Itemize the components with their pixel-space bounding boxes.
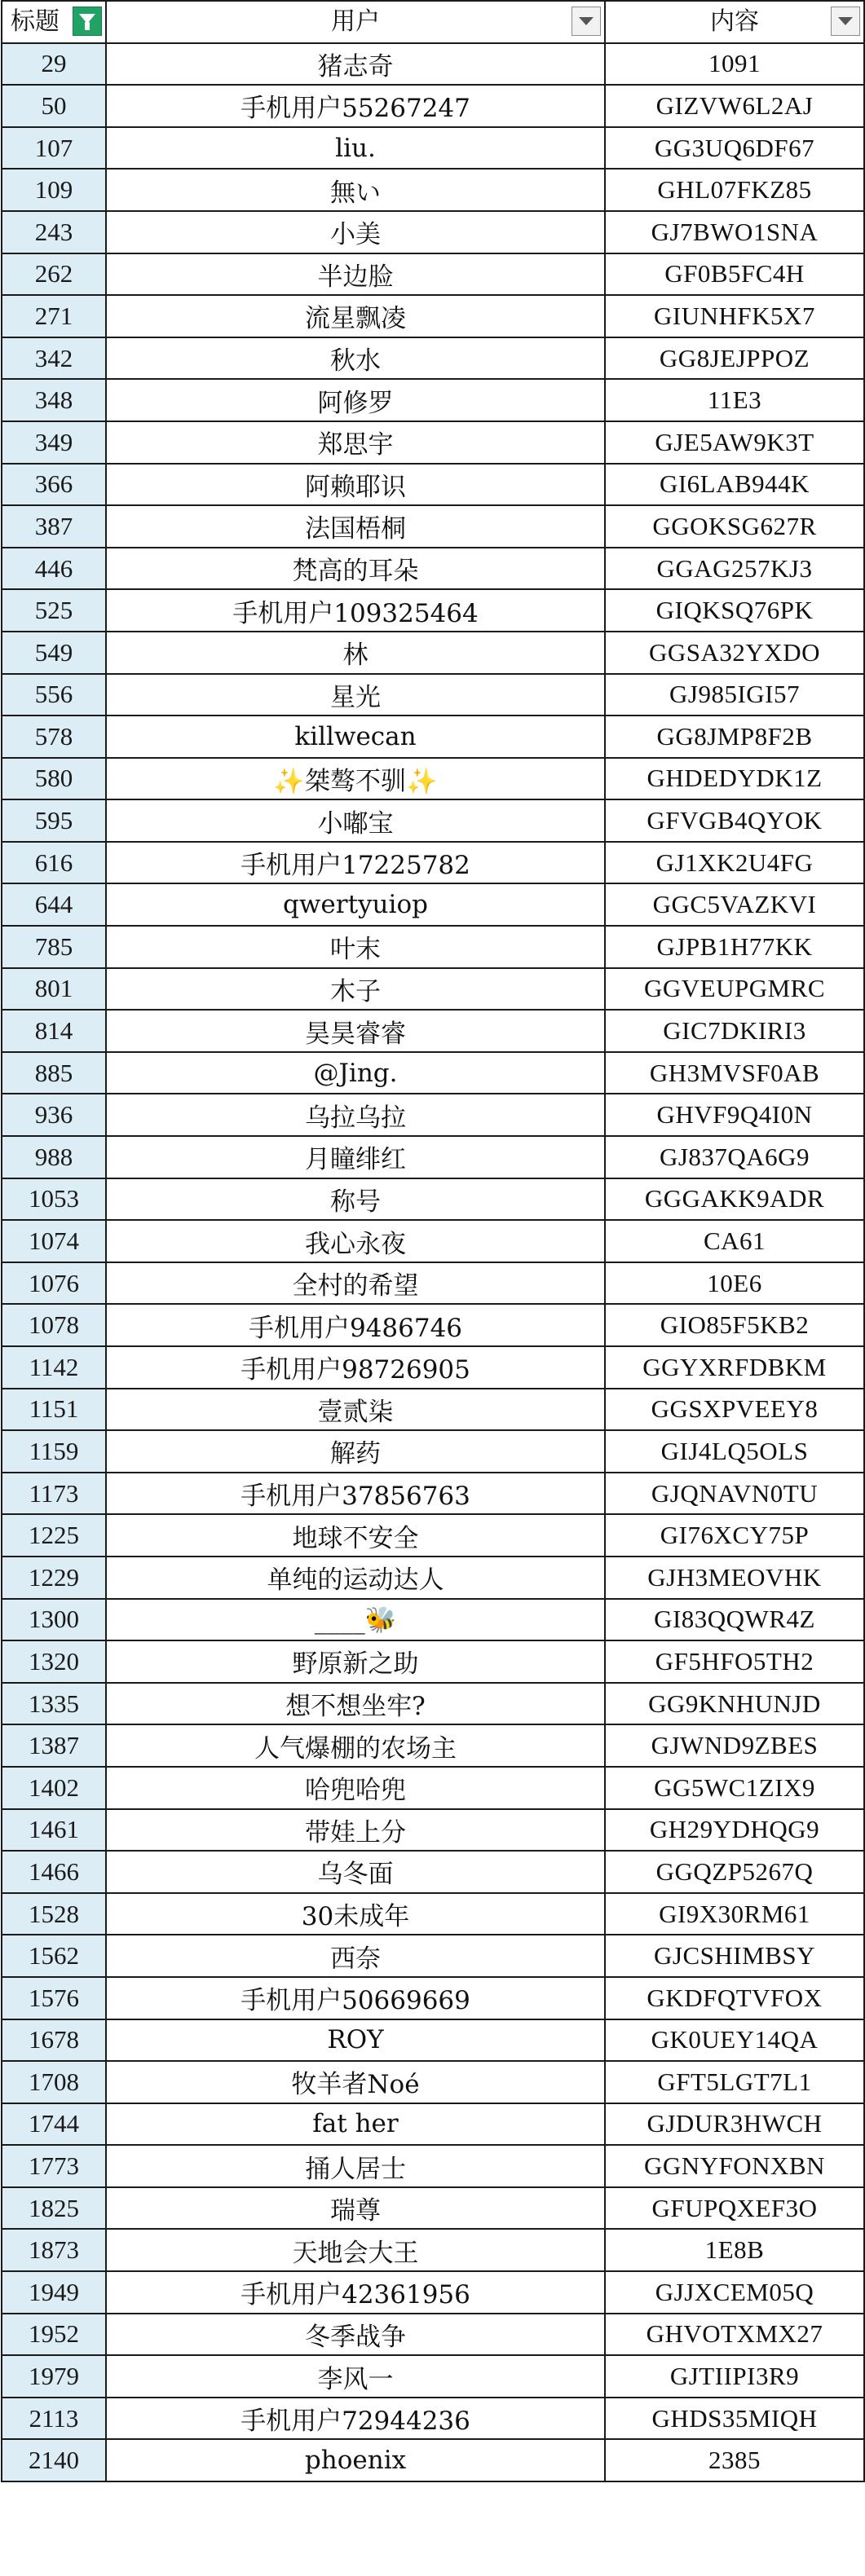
cell-content[interactable]: GF0B5FC4H: [605, 253, 864, 296]
cell-content[interactable]: GHDEDYDK1Z: [605, 758, 864, 800]
cell-id[interactable]: 1949: [2, 2271, 106, 2314]
cell-id[interactable]: 814: [2, 1010, 106, 1052]
cell-user[interactable]: 小美: [106, 211, 605, 253]
table-row: [2, 2103, 864, 2146]
table-row: [2, 2355, 864, 2398]
cell-user[interactable]: 林: [106, 632, 605, 674]
cell-user[interactable]: 小嘟宝: [106, 799, 605, 842]
cell-id[interactable]: 1078: [2, 1304, 106, 1346]
table-row: [2, 1304, 864, 1346]
cell-id[interactable]: 262: [2, 253, 106, 296]
cell-user[interactable]: ✨桀骜不驯✨: [106, 758, 605, 800]
cell-id[interactable]: 785: [2, 926, 106, 968]
cell-content[interactable]: 1E8B: [605, 2229, 864, 2271]
cell-content[interactable]: GG8JMP8F2B: [605, 716, 864, 758]
dropdown-arrow-icon[interactable]: [831, 7, 860, 36]
table-row: [2, 842, 864, 884]
column-header-id-label: 标题: [11, 7, 60, 36]
table-row: [2, 1262, 864, 1305]
cell-id[interactable]: 1053: [2, 1178, 106, 1221]
cell-id[interactable]: 525: [2, 589, 106, 632]
cell-content[interactable]: GI83QQWR4Z: [605, 1599, 864, 1641]
cell-id[interactable]: 243: [2, 211, 106, 253]
table-row: [2, 211, 864, 253]
cell-content[interactable]: GKDFQTVFOX: [605, 1977, 864, 2019]
cell-user[interactable]: 木子: [106, 968, 605, 1011]
cell-content[interactable]: GIJ4LQ5OLS: [605, 1430, 864, 1473]
cell-content[interactable]: GH3MVSF0AB: [605, 1052, 864, 1094]
cell-id[interactable]: 366: [2, 464, 106, 506]
cell-id[interactable]: 1708: [2, 2061, 106, 2103]
cell-content[interactable]: GJE5AW9K3T: [605, 421, 864, 464]
column-header-id[interactable]: [2, 1, 106, 43]
cell-id[interactable]: 885: [2, 1052, 106, 1094]
cell-content[interactable]: GGYXRFDBKM: [605, 1346, 864, 1389]
cell-id[interactable]: 387: [2, 505, 106, 548]
cell-content[interactable]: GG5WC1ZIX9: [605, 1767, 864, 1809]
table-row: [2, 1557, 864, 1599]
cell-id[interactable]: 936: [2, 1094, 106, 1136]
cell-content[interactable]: GJTIIPI3R9: [605, 2355, 864, 2398]
cell-content[interactable]: 2385: [605, 2439, 864, 2481]
cell-user[interactable]: 乌冬面: [106, 1851, 605, 1893]
cell-user[interactable]: 乌拉乌拉: [106, 1094, 605, 1136]
cell-id[interactable]: 29: [2, 43, 106, 86]
column-header-content-label: 内容: [710, 7, 759, 36]
cell-id[interactable]: 1979: [2, 2355, 106, 2398]
table-row: [2, 1724, 864, 1767]
cell-user[interactable]: qwertyuiop: [106, 883, 605, 926]
cell-user[interactable]: 人气爆棚的农场主: [106, 1724, 605, 1767]
cell-user[interactable]: 法国梧桐: [106, 505, 605, 548]
cell-content[interactable]: GJCSHIMBSY: [605, 1935, 864, 1977]
cell-content[interactable]: GFUPQXEF3O: [605, 2187, 864, 2230]
cell-user[interactable]: 手机用户98726905: [106, 1346, 605, 1389]
cell-content[interactable]: GI76XCY75P: [605, 1514, 864, 1557]
cell-id[interactable]: 1320: [2, 1640, 106, 1683]
cell-id[interactable]: 50: [2, 85, 106, 127]
table-row: [2, 505, 864, 548]
cell-user[interactable]: 地球不安全: [106, 1514, 605, 1557]
table-row: [2, 799, 864, 842]
table-row: [2, 589, 864, 632]
cell-user[interactable]: 流星飘凌: [106, 295, 605, 337]
cell-user[interactable]: 西奈: [106, 1935, 605, 1977]
cell-user[interactable]: 阿修罗: [106, 379, 605, 421]
cell-id[interactable]: 556: [2, 674, 106, 716]
table-row: [2, 464, 864, 506]
cell-user[interactable]: 单纯的运动达人: [106, 1557, 605, 1599]
cell-user[interactable]: 全村的希望: [106, 1262, 605, 1305]
cell-content[interactable]: GI9X30RM61: [605, 1893, 864, 1935]
cell-content[interactable]: GJWND9ZBES: [605, 1724, 864, 1767]
cell-id[interactable]: 1562: [2, 1935, 106, 1977]
table-row: [2, 169, 864, 211]
cell-user[interactable]: 無い: [106, 169, 605, 211]
column-header-content[interactable]: [605, 1, 864, 43]
cell-id[interactable]: 1151: [2, 1389, 106, 1431]
table-row: [2, 2271, 864, 2314]
table-row: [2, 1094, 864, 1136]
table-row: [2, 2187, 864, 2230]
table-row: [2, 1935, 864, 1977]
cell-user[interactable]: 手机用户109325464: [106, 589, 605, 632]
cell-user[interactable]: 李风一: [106, 2355, 605, 2398]
table-row: [2, 926, 864, 968]
cell-user[interactable]: 手机用户17225782: [106, 842, 605, 884]
cell-id[interactable]: 1678: [2, 2019, 106, 2062]
cell-id[interactable]: 1466: [2, 1851, 106, 1893]
cell-content[interactable]: GK0UEY14QA: [605, 2019, 864, 2062]
cell-user[interactable]: 阿赖耶识: [106, 464, 605, 506]
table-row: [2, 1178, 864, 1221]
cell-content[interactable]: GJQNAVN0TU: [605, 1473, 864, 1515]
cell-id[interactable]: 1074: [2, 1220, 106, 1262]
cell-content[interactable]: GJPB1H77KK: [605, 926, 864, 968]
cell-id[interactable]: 988: [2, 1136, 106, 1178]
cell-id[interactable]: 1461: [2, 1809, 106, 1852]
filter-active-icon[interactable]: [73, 7, 102, 36]
column-header-user[interactable]: [106, 1, 605, 43]
table-row: [2, 1893, 864, 1935]
cell-content[interactable]: GIQKSQ76PK: [605, 589, 864, 632]
table-row: [2, 85, 864, 127]
cell-user[interactable]: 秋水: [106, 337, 605, 380]
cell-content[interactable]: GGVEUPGMRC: [605, 968, 864, 1011]
cell-id[interactable]: 1173: [2, 1473, 106, 1515]
cell-content[interactable]: GGOKSG627R: [605, 505, 864, 548]
cell-user[interactable]: 我心永夜: [106, 1220, 605, 1262]
cell-user[interactable]: 叶末: [106, 926, 605, 968]
cell-content[interactable]: GHVOTXMX27: [605, 2314, 864, 2356]
cell-id[interactable]: 1773: [2, 2145, 106, 2187]
table-row: [2, 379, 864, 421]
cell-id[interactable]: 1952: [2, 2314, 106, 2356]
table-row: [2, 1514, 864, 1557]
cell-id[interactable]: 1873: [2, 2229, 106, 2271]
table-row: [2, 2439, 864, 2481]
table-row: [2, 2061, 864, 2103]
cell-user[interactable]: liu.: [106, 127, 605, 170]
cell-user[interactable]: 猪志奇: [106, 43, 605, 86]
cell-content[interactable]: GHL07FKZ85: [605, 169, 864, 211]
cell-user[interactable]: ____🐝: [106, 1599, 605, 1641]
cell-user[interactable]: 月瞳绯红: [106, 1136, 605, 1178]
cell-user[interactable]: 瑞尊: [106, 2187, 605, 2230]
cell-user[interactable]: ROY: [106, 2019, 605, 2062]
cell-user[interactable]: 30未成年: [106, 1893, 605, 1935]
cell-user[interactable]: 解药: [106, 1430, 605, 1473]
table-row: [2, 2229, 864, 2271]
cell-content[interactable]: GF5HFO5TH2: [605, 1640, 864, 1683]
table-row: [2, 1346, 864, 1389]
table-row: [2, 295, 864, 337]
cell-user[interactable]: 天地会大王: [106, 2229, 605, 2271]
cell-user[interactable]: 手机用户37856763: [106, 1473, 605, 1515]
column-header-user-label: 用户: [331, 7, 380, 36]
cell-content[interactable]: CA61: [605, 1220, 864, 1262]
cell-content[interactable]: 1091: [605, 43, 864, 86]
cell-id[interactable]: 580: [2, 758, 106, 800]
cell-id[interactable]: 271: [2, 295, 106, 337]
cell-user[interactable]: 梵高的耳朵: [106, 548, 605, 590]
cell-content[interactable]: 10E6: [605, 1262, 864, 1305]
cell-user[interactable]: 星光: [106, 674, 605, 716]
cell-content[interactable]: GHVF9Q4I0N: [605, 1094, 864, 1136]
table-row: [2, 1977, 864, 2019]
cell-content[interactable]: GI6LAB944K: [605, 464, 864, 506]
cell-content[interactable]: GIC7DKIRI3: [605, 1010, 864, 1052]
cell-id[interactable]: 348: [2, 379, 106, 421]
table-row: [2, 1767, 864, 1809]
cell-user[interactable]: 手机用户42361956: [106, 2271, 605, 2314]
table-row: [2, 1052, 864, 1094]
cell-user[interactable]: 想不想坐牢?: [106, 1683, 605, 1725]
table-row: [2, 1851, 864, 1893]
cell-id[interactable]: 1225: [2, 1514, 106, 1557]
cell-content[interactable]: GFT5LGT7L1: [605, 2061, 864, 2103]
table-row: [2, 716, 864, 758]
cell-user[interactable]: 手机用户9486746: [106, 1304, 605, 1346]
cell-content[interactable]: GJ1XK2U4FG: [605, 842, 864, 884]
cell-id[interactable]: 349: [2, 421, 106, 464]
cell-content[interactable]: 11E3: [605, 379, 864, 421]
cell-user[interactable]: 半边脸: [106, 253, 605, 296]
cell-id[interactable]: 578: [2, 716, 106, 758]
cell-user[interactable]: killwecan: [106, 716, 605, 758]
cell-content[interactable]: GIUNHFK5X7: [605, 295, 864, 337]
table-row: [2, 1473, 864, 1515]
cell-content[interactable]: GJ837QA6G9: [605, 1136, 864, 1178]
cell-user[interactable]: 郑思宇: [106, 421, 605, 464]
table-row: [2, 1220, 864, 1262]
cell-user[interactable]: @Jing.: [106, 1052, 605, 1094]
table-row: [2, 968, 864, 1011]
cell-content[interactable]: GJ7BWO1SNA: [605, 211, 864, 253]
cell-id[interactable]: 1159: [2, 1430, 106, 1473]
table-row: [2, 2145, 864, 2187]
cell-user[interactable]: 手机用户72944236: [106, 2398, 605, 2440]
cell-id[interactable]: 2113: [2, 2398, 106, 2440]
cell-content[interactable]: GG9KNHUNJD: [605, 1683, 864, 1725]
cell-id[interactable]: 342: [2, 337, 106, 380]
cell-content[interactable]: GH29YDHQG9: [605, 1809, 864, 1852]
cell-user[interactable]: 捅人居士: [106, 2145, 605, 2187]
cell-id[interactable]: 1576: [2, 1977, 106, 2019]
table-row: [2, 1683, 864, 1725]
table-row: [2, 43, 864, 86]
table-row: [2, 2398, 864, 2440]
table-row: [2, 548, 864, 590]
table-row: [2, 1430, 864, 1473]
cell-content[interactable]: GG3UQ6DF67: [605, 127, 864, 170]
cell-content[interactable]: GGNYFONXBN: [605, 2145, 864, 2187]
cell-user[interactable]: 壹贰柒: [106, 1389, 605, 1431]
cell-user[interactable]: fat her: [106, 2103, 605, 2146]
cell-id[interactable]: 446: [2, 548, 106, 590]
dropdown-arrow-icon[interactable]: [572, 7, 601, 36]
cell-content[interactable]: GGSA32YXDO: [605, 632, 864, 674]
cell-user[interactable]: 手机用户50669669: [106, 1977, 605, 2019]
table-row: [2, 674, 864, 716]
cell-id[interactable]: 1744: [2, 2103, 106, 2146]
cell-id[interactable]: 2140: [2, 2439, 106, 2481]
cell-user[interactable]: 称号: [106, 1178, 605, 1221]
cell-content[interactable]: GGGAKK9ADR: [605, 1178, 864, 1221]
cell-id[interactable]: 1142: [2, 1346, 106, 1389]
cell-id[interactable]: 1402: [2, 1767, 106, 1809]
cell-user[interactable]: 野原新之助: [106, 1640, 605, 1683]
header-row: [2, 1, 864, 43]
cell-id[interactable]: 1076: [2, 1262, 106, 1305]
table-row: [2, 1599, 864, 1641]
cell-id[interactable]: 107: [2, 127, 106, 170]
cell-id[interactable]: 109: [2, 169, 106, 211]
table-row: [2, 2019, 864, 2062]
table-row: [2, 1010, 864, 1052]
table-row: [2, 127, 864, 170]
table-row: [2, 253, 864, 296]
cell-content[interactable]: GJH3MEOVHK: [605, 1557, 864, 1599]
cell-content[interactable]: GG8JEJPPOZ: [605, 337, 864, 380]
cell-content[interactable]: GIZVW6L2AJ: [605, 85, 864, 127]
cell-user[interactable]: 哈兜哈兜: [106, 1767, 605, 1809]
table-row: [2, 632, 864, 674]
table-row: [2, 1640, 864, 1683]
cell-id[interactable]: 1825: [2, 2187, 106, 2230]
cell-content[interactable]: GJDUR3HWCH: [605, 2103, 864, 2146]
cell-user[interactable]: 手机用户55267247: [106, 85, 605, 127]
cell-id[interactable]: 1528: [2, 1893, 106, 1935]
cell-user[interactable]: phoenix: [106, 2439, 605, 2481]
cell-id[interactable]: 801: [2, 968, 106, 1011]
cell-content[interactable]: GHDS35MIQH: [605, 2398, 864, 2440]
table-row: [2, 337, 864, 380]
cell-user[interactable]: 牧羊者Noé: [106, 2061, 605, 2103]
cell-user[interactable]: 带娃上分: [106, 1809, 605, 1852]
cell-content[interactable]: GJ985IGI57: [605, 674, 864, 716]
table-row: [2, 758, 864, 800]
cell-id[interactable]: 616: [2, 842, 106, 884]
cell-id[interactable]: 644: [2, 883, 106, 926]
table-row: [2, 421, 864, 464]
cell-content[interactable]: GGC5VAZKVI: [605, 883, 864, 926]
table-row: [2, 1809, 864, 1852]
cell-user[interactable]: 昊昊睿睿: [106, 1010, 605, 1052]
cell-id[interactable]: 549: [2, 632, 106, 674]
cell-id[interactable]: 1335: [2, 1683, 106, 1725]
cell-user[interactable]: 冬季战争: [106, 2314, 605, 2356]
cell-content[interactable]: GGSXPVEEY8: [605, 1389, 864, 1431]
cell-content[interactable]: GIO85F5KB2: [605, 1304, 864, 1346]
cell-id[interactable]: 1300: [2, 1599, 106, 1641]
table-row: [2, 1389, 864, 1431]
table-row: [2, 2314, 864, 2356]
table-row: [2, 883, 864, 926]
cell-id[interactable]: 595: [2, 799, 106, 842]
cell-content[interactable]: GGAG257KJ3: [605, 548, 864, 590]
cell-content[interactable]: GGQZP5267Q: [605, 1851, 864, 1893]
cell-content[interactable]: GJJXCEM05Q: [605, 2271, 864, 2314]
cell-id[interactable]: 1387: [2, 1724, 106, 1767]
cell-id[interactable]: 1229: [2, 1557, 106, 1599]
table-row: [2, 1136, 864, 1178]
cell-content[interactable]: GFVGB4QYOK: [605, 799, 864, 842]
data-table: [1, 0, 865, 2482]
